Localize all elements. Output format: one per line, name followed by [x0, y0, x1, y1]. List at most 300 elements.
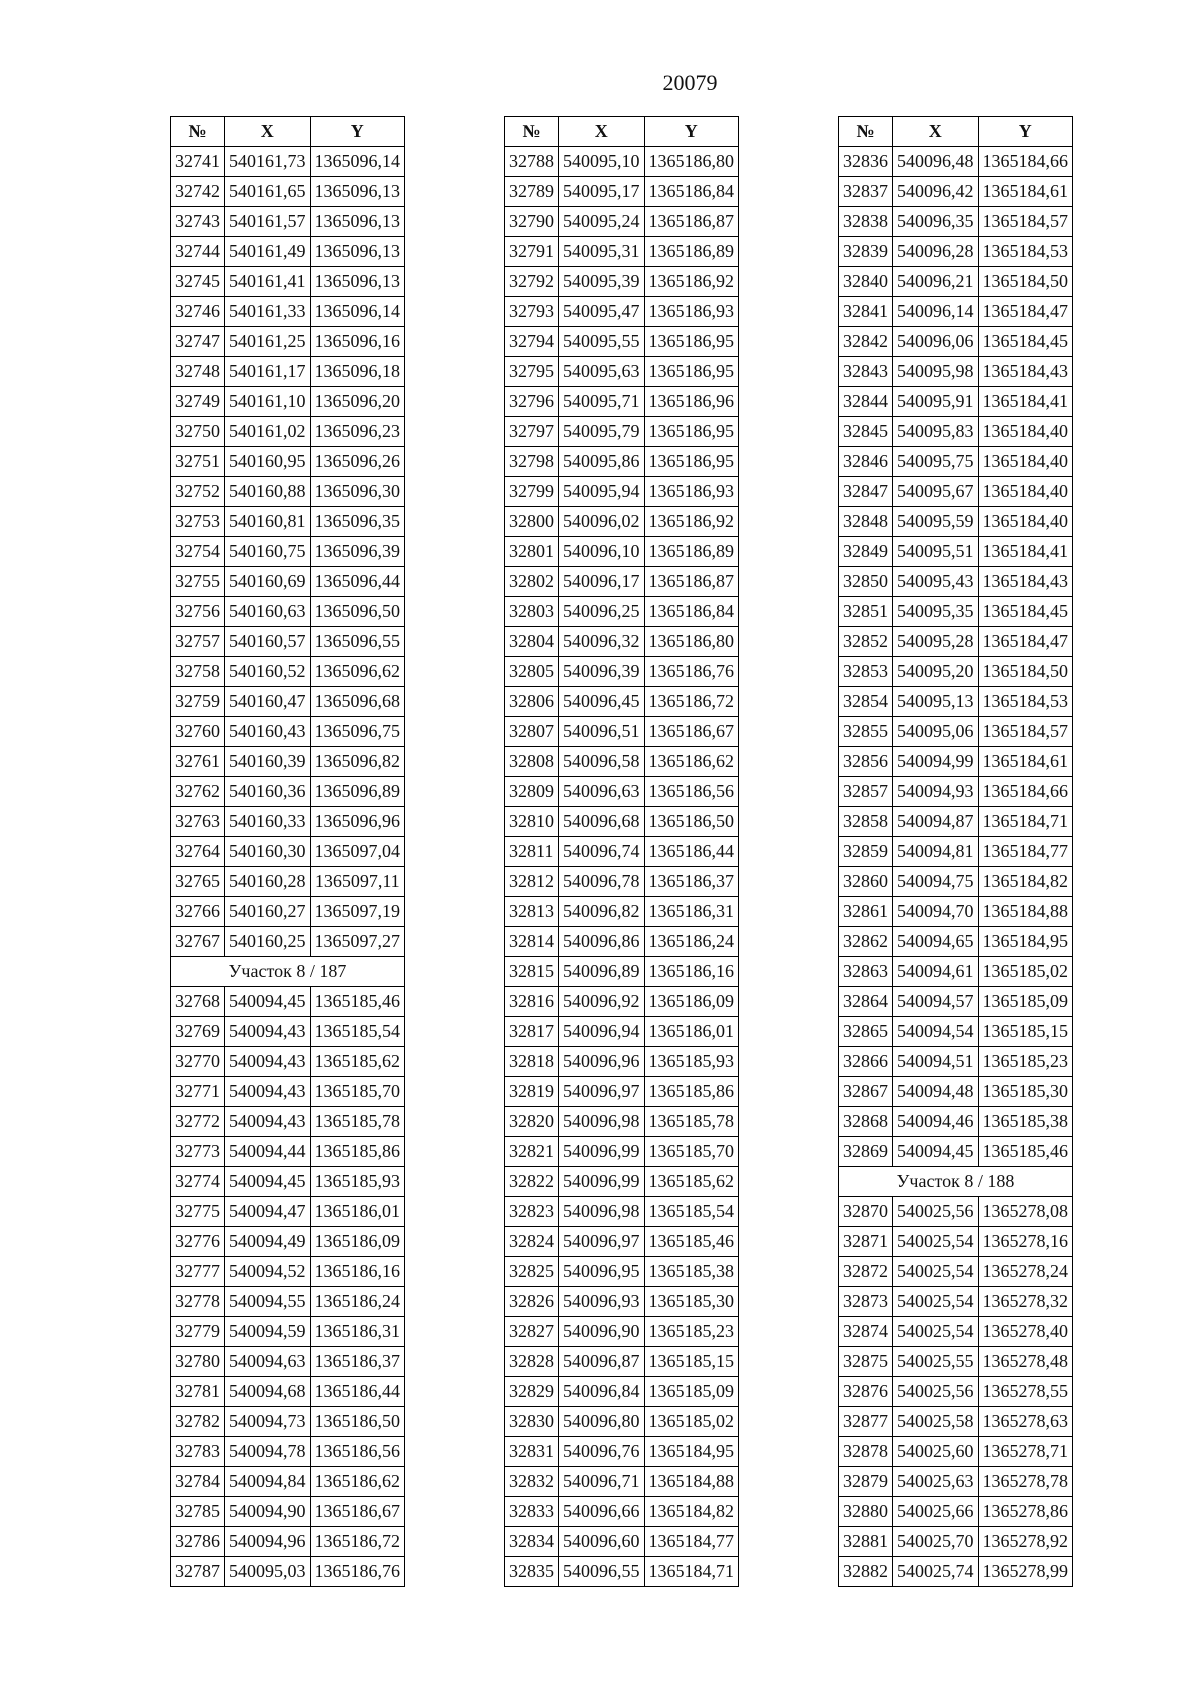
point-number-cell: 32829: [505, 1377, 559, 1407]
y-coordinate-cell: 1365097,11: [310, 867, 405, 897]
y-coordinate-cell: 1365186,09: [310, 1227, 405, 1257]
x-coordinate-cell: 540161,49: [225, 237, 311, 267]
x-coordinate-cell: 540025,58: [893, 1407, 979, 1437]
table-row: [839, 747, 1073, 777]
table-row: [505, 327, 739, 357]
table-row: [505, 537, 739, 567]
table-row: [171, 1077, 405, 1107]
x-coordinate-cell: 540095,51: [893, 537, 979, 567]
x-coordinate-cell: 540096,17: [559, 567, 645, 597]
y-coordinate-cell: 1365096,14: [310, 297, 405, 327]
point-number-cell: 32819: [505, 1077, 559, 1107]
table-row: [171, 177, 405, 207]
x-coordinate-cell: 540094,87: [893, 807, 979, 837]
table-row: [505, 747, 739, 777]
y-coordinate-cell: 1365186,67: [310, 1497, 405, 1527]
y-coordinate-cell: 1365186,56: [644, 777, 739, 807]
y-coordinate-cell: 1365186,44: [644, 837, 739, 867]
table-row: [839, 1437, 1073, 1467]
x-coordinate-cell: 540096,60: [559, 1527, 645, 1557]
x-coordinate-cell: 540025,70: [893, 1527, 979, 1557]
point-number-cell: 32825: [505, 1257, 559, 1287]
y-coordinate-cell: 1365096,82: [310, 747, 405, 777]
y-coordinate-cell: 1365096,13: [310, 267, 405, 297]
table-row: [839, 357, 1073, 387]
point-number-cell: 32788: [505, 147, 559, 177]
y-coordinate-cell: 1365096,89: [310, 777, 405, 807]
section-row: [839, 1167, 1073, 1197]
x-coordinate-cell: 540095,35: [893, 597, 979, 627]
table-row: [839, 417, 1073, 447]
point-number-cell: 32763: [171, 807, 225, 837]
table-row: [505, 1197, 739, 1227]
table-row: [839, 1197, 1073, 1227]
point-number-cell: 32853: [839, 657, 893, 687]
x-coordinate-cell: 540096,93: [559, 1287, 645, 1317]
y-coordinate-cell: 1365185,02: [978, 957, 1073, 987]
table-row: [171, 1257, 405, 1287]
y-coordinate-cell: 1365096,55: [310, 627, 405, 657]
point-number-cell: 32869: [839, 1137, 893, 1167]
point-number-cell: 32842: [839, 327, 893, 357]
point-number-cell: 32772: [171, 1107, 225, 1137]
point-number-cell: 32782: [171, 1407, 225, 1437]
x-coordinate-cell: 540160,27: [225, 897, 311, 927]
table-row: [839, 1077, 1073, 1107]
x-coordinate-cell: 540160,39: [225, 747, 311, 777]
header-number: №: [171, 117, 225, 147]
table-row: [505, 357, 739, 387]
point-number-cell: 32871: [839, 1227, 893, 1257]
y-coordinate-cell: 1365185,23: [644, 1317, 739, 1347]
table-row: [505, 657, 739, 687]
point-number-cell: 32854: [839, 687, 893, 717]
x-coordinate-cell: 540094,51: [893, 1047, 979, 1077]
y-coordinate-cell: 1365278,08: [978, 1197, 1073, 1227]
table-row: [171, 237, 405, 267]
y-coordinate-cell: 1365186,95: [644, 447, 739, 477]
table-row: [839, 1347, 1073, 1377]
table-row: [839, 477, 1073, 507]
y-coordinate-cell: 1365185,46: [978, 1137, 1073, 1167]
x-coordinate-cell: 540096,74: [559, 837, 645, 867]
table-row: [505, 237, 739, 267]
x-coordinate-cell: 540094,84: [225, 1467, 311, 1497]
x-coordinate-cell: 540160,28: [225, 867, 311, 897]
point-number-cell: 32882: [839, 1557, 893, 1587]
table-row: [171, 1497, 405, 1527]
y-coordinate-cell: 1365278,48: [978, 1347, 1073, 1377]
y-coordinate-cell: 1365096,16: [310, 327, 405, 357]
y-coordinate-cell: 1365184,66: [978, 777, 1073, 807]
point-number-cell: 32856: [839, 747, 893, 777]
table-row: [839, 687, 1073, 717]
x-coordinate-cell: 540161,41: [225, 267, 311, 297]
table-row: [171, 837, 405, 867]
point-number-cell: 32880: [839, 1497, 893, 1527]
y-coordinate-cell: 1365184,57: [978, 717, 1073, 747]
y-coordinate-cell: 1365278,86: [978, 1497, 1073, 1527]
x-coordinate-cell: 540025,55: [893, 1347, 979, 1377]
table-row: [505, 1527, 739, 1557]
table-row: [171, 1407, 405, 1437]
table-row: [839, 957, 1073, 987]
x-coordinate-cell: 540096,10: [559, 537, 645, 567]
y-coordinate-cell: 1365096,13: [310, 237, 405, 267]
y-coordinate-cell: 1365186,93: [644, 297, 739, 327]
y-coordinate-cell: 1365186,95: [644, 327, 739, 357]
point-number-cell: 32783: [171, 1437, 225, 1467]
table-row: [171, 1017, 405, 1047]
point-number-cell: 32803: [505, 597, 559, 627]
section-label: Участок 8 / 187: [171, 957, 405, 987]
y-coordinate-cell: 1365185,46: [310, 987, 405, 1017]
x-coordinate-cell: 540096,97: [559, 1077, 645, 1107]
point-number-cell: 32755: [171, 567, 225, 597]
y-coordinate-cell: 1365184,82: [644, 1497, 739, 1527]
point-number-cell: 32741: [171, 147, 225, 177]
y-coordinate-cell: 1365184,61: [978, 747, 1073, 777]
x-coordinate-cell: 540094,52: [225, 1257, 311, 1287]
y-coordinate-cell: 1365186,95: [644, 417, 739, 447]
table-row: [839, 177, 1073, 207]
table-row: [839, 1257, 1073, 1287]
x-coordinate-cell: 540094,63: [225, 1347, 311, 1377]
point-number-cell: 32789: [505, 177, 559, 207]
point-number-cell: 32760: [171, 717, 225, 747]
point-number-cell: 32816: [505, 987, 559, 1017]
y-coordinate-cell: 1365186,84: [644, 597, 739, 627]
point-number-cell: 32814: [505, 927, 559, 957]
y-coordinate-cell: 1365096,18: [310, 357, 405, 387]
x-coordinate-cell: 540094,43: [225, 1077, 311, 1107]
x-coordinate-cell: 540025,54: [893, 1227, 979, 1257]
y-coordinate-cell: 1365184,88: [644, 1467, 739, 1497]
point-number-cell: 32813: [505, 897, 559, 927]
y-coordinate-cell: 1365096,20: [310, 387, 405, 417]
x-coordinate-cell: 540160,88: [225, 477, 311, 507]
table-row: [171, 1437, 405, 1467]
table-row: [505, 567, 739, 597]
point-number-cell: 32800: [505, 507, 559, 537]
table-row: [171, 687, 405, 717]
coordinate-table-2: [504, 116, 739, 1587]
header-number: №: [505, 117, 559, 147]
point-number-cell: 32784: [171, 1467, 225, 1497]
x-coordinate-cell: 540094,47: [225, 1197, 311, 1227]
point-number-cell: 32805: [505, 657, 559, 687]
y-coordinate-cell: 1365186,80: [644, 627, 739, 657]
table-row: [505, 1287, 739, 1317]
table-row: [171, 537, 405, 567]
y-coordinate-cell: 1365186,87: [644, 567, 739, 597]
point-number-cell: 32827: [505, 1317, 559, 1347]
point-number-cell: 32742: [171, 177, 225, 207]
table-row: [171, 417, 405, 447]
point-number-cell: 32864: [839, 987, 893, 1017]
table-row: [505, 1107, 739, 1137]
x-coordinate-cell: 540096,90: [559, 1317, 645, 1347]
y-coordinate-cell: 1365186,95: [644, 357, 739, 387]
x-coordinate-cell: 540025,54: [893, 1257, 979, 1287]
x-coordinate-cell: 540096,96: [559, 1047, 645, 1077]
table-row: [171, 447, 405, 477]
table-row: [505, 1407, 739, 1437]
point-number-cell: 32865: [839, 1017, 893, 1047]
y-coordinate-cell: 1365096,50: [310, 597, 405, 627]
x-coordinate-cell: 540096,98: [559, 1107, 645, 1137]
point-number-cell: 32761: [171, 747, 225, 777]
y-coordinate-cell: 1365186,92: [644, 267, 739, 297]
coordinate-table-1: [170, 116, 405, 1587]
x-coordinate-cell: 540160,33: [225, 807, 311, 837]
x-coordinate-cell: 540094,48: [893, 1077, 979, 1107]
table-row: [839, 927, 1073, 957]
point-number-cell: 32849: [839, 537, 893, 567]
table-row: [839, 1497, 1073, 1527]
table-row: [171, 1107, 405, 1137]
table-row: [171, 597, 405, 627]
x-coordinate-cell: 540095,83: [893, 417, 979, 447]
table-row: [171, 567, 405, 597]
point-number-cell: 32831: [505, 1437, 559, 1467]
table-row: [839, 567, 1073, 597]
point-number-cell: 32792: [505, 267, 559, 297]
table-header-row: [839, 117, 1073, 147]
table-row: [171, 357, 405, 387]
x-coordinate-cell: 540095,31: [559, 237, 645, 267]
table-row: [505, 777, 739, 807]
y-coordinate-cell: 1365186,96: [644, 387, 739, 417]
x-coordinate-cell: 540096,42: [893, 177, 979, 207]
x-coordinate-cell: 540096,71: [559, 1467, 645, 1497]
y-coordinate-cell: 1365278,55: [978, 1377, 1073, 1407]
point-number-cell: 32807: [505, 717, 559, 747]
point-number-cell: 32796: [505, 387, 559, 417]
x-coordinate-cell: 540096,86: [559, 927, 645, 957]
table-row: [171, 507, 405, 537]
table-row: [171, 927, 405, 957]
table-row: [171, 1467, 405, 1497]
y-coordinate-cell: 1365186,31: [310, 1317, 405, 1347]
header-x: X: [225, 117, 311, 147]
x-coordinate-cell: 540096,45: [559, 687, 645, 717]
table-row: [505, 387, 739, 417]
table-row: [171, 1317, 405, 1347]
table-row: [171, 1047, 405, 1077]
point-number-cell: 32775: [171, 1197, 225, 1227]
point-number-cell: 32794: [505, 327, 559, 357]
x-coordinate-cell: 540095,55: [559, 327, 645, 357]
table-row: [505, 597, 739, 627]
table-row: [505, 957, 739, 987]
x-coordinate-cell: 540096,63: [559, 777, 645, 807]
x-coordinate-cell: 540025,54: [893, 1317, 979, 1347]
x-coordinate-cell: 540095,75: [893, 447, 979, 477]
x-coordinate-cell: 540096,06: [893, 327, 979, 357]
table-header-row: [505, 117, 739, 147]
y-coordinate-cell: 1365186,16: [644, 957, 739, 987]
point-number-cell: 32787: [171, 1557, 225, 1587]
point-number-cell: 32821: [505, 1137, 559, 1167]
table-row: [839, 447, 1073, 477]
x-coordinate-cell: 540096,97: [559, 1227, 645, 1257]
point-number-cell: 32837: [839, 177, 893, 207]
y-coordinate-cell: 1365184,40: [978, 447, 1073, 477]
table-row: [171, 897, 405, 927]
x-coordinate-cell: 540096,92: [559, 987, 645, 1017]
point-number-cell: 32752: [171, 477, 225, 507]
x-coordinate-cell: 540094,93: [893, 777, 979, 807]
x-coordinate-cell: 540161,65: [225, 177, 311, 207]
y-coordinate-cell: 1365278,24: [978, 1257, 1073, 1287]
point-number-cell: 32744: [171, 237, 225, 267]
y-coordinate-cell: 1365184,40: [978, 417, 1073, 447]
table-row: [171, 477, 405, 507]
table-row: [505, 1347, 739, 1377]
point-number-cell: 32830: [505, 1407, 559, 1437]
point-number-cell: 32748: [171, 357, 225, 387]
y-coordinate-cell: 1365096,35: [310, 507, 405, 537]
point-number-cell: 32778: [171, 1287, 225, 1317]
x-coordinate-cell: 540160,81: [225, 507, 311, 537]
x-coordinate-cell: 540160,52: [225, 657, 311, 687]
point-number-cell: 32878: [839, 1437, 893, 1467]
y-coordinate-cell: 1365186,62: [310, 1467, 405, 1497]
section-label: Участок 8 / 188: [839, 1167, 1073, 1197]
point-number-cell: 32809: [505, 777, 559, 807]
y-coordinate-cell: 1365186,24: [644, 927, 739, 957]
x-coordinate-cell: 540025,56: [893, 1377, 979, 1407]
table-row: [505, 837, 739, 867]
x-coordinate-cell: 540160,47: [225, 687, 311, 717]
table-row: [505, 687, 739, 717]
x-coordinate-cell: 540095,67: [893, 477, 979, 507]
x-coordinate-cell: 540096,98: [559, 1197, 645, 1227]
point-number-cell: 32762: [171, 777, 225, 807]
y-coordinate-cell: 1365096,96: [310, 807, 405, 837]
y-coordinate-cell: 1365184,82: [978, 867, 1073, 897]
table-row: [171, 717, 405, 747]
y-coordinate-cell: 1365186,37: [644, 867, 739, 897]
table-row: [171, 1527, 405, 1557]
x-coordinate-cell: 540096,14: [893, 297, 979, 327]
table-row: [839, 1467, 1073, 1497]
x-coordinate-cell: 540095,03: [225, 1557, 311, 1587]
y-coordinate-cell: 1365186,01: [644, 1017, 739, 1047]
x-coordinate-cell: 540095,98: [893, 357, 979, 387]
table-row: [839, 297, 1073, 327]
point-number-cell: 32779: [171, 1317, 225, 1347]
point-number-cell: 32759: [171, 687, 225, 717]
x-coordinate-cell: 540095,13: [893, 687, 979, 717]
point-number-cell: 32743: [171, 207, 225, 237]
y-coordinate-cell: 1365184,50: [978, 657, 1073, 687]
x-coordinate-cell: 540025,66: [893, 1497, 979, 1527]
x-coordinate-cell: 540096,66: [559, 1497, 645, 1527]
x-coordinate-cell: 540096,35: [893, 207, 979, 237]
table-row: [171, 387, 405, 417]
point-number-cell: 32851: [839, 597, 893, 627]
x-coordinate-cell: 540160,57: [225, 627, 311, 657]
x-coordinate-cell: 540096,39: [559, 657, 645, 687]
table-row: [171, 1287, 405, 1317]
x-coordinate-cell: 540096,94: [559, 1017, 645, 1047]
point-number-cell: 32786: [171, 1527, 225, 1557]
y-coordinate-cell: 1365278,92: [978, 1527, 1073, 1557]
table-row: [505, 507, 739, 537]
table-row: [505, 447, 739, 477]
point-number-cell: 32766: [171, 897, 225, 927]
y-coordinate-cell: 1365186,84: [644, 177, 739, 207]
y-coordinate-cell: 1365186,50: [310, 1407, 405, 1437]
point-number-cell: 32873: [839, 1287, 893, 1317]
table-row: [505, 267, 739, 297]
point-number-cell: 32820: [505, 1107, 559, 1137]
x-coordinate-cell: 540161,57: [225, 207, 311, 237]
point-number-cell: 32801: [505, 537, 559, 567]
table-row: [505, 417, 739, 447]
x-coordinate-cell: 540094,61: [893, 957, 979, 987]
table-row: [505, 1257, 739, 1287]
table-row: [505, 177, 739, 207]
y-coordinate-cell: 1365186,93: [644, 477, 739, 507]
y-coordinate-cell: 1365184,45: [978, 597, 1073, 627]
point-number-cell: 32860: [839, 867, 893, 897]
table-row: [839, 327, 1073, 357]
y-coordinate-cell: 1365186,92: [644, 507, 739, 537]
y-coordinate-cell: 1365184,47: [978, 627, 1073, 657]
x-coordinate-cell: 540096,48: [893, 147, 979, 177]
point-number-cell: 32832: [505, 1467, 559, 1497]
table-row: [171, 327, 405, 357]
x-coordinate-cell: 540094,46: [893, 1107, 979, 1137]
point-number-cell: 32793: [505, 297, 559, 327]
table-row: [171, 807, 405, 837]
x-coordinate-cell: 540094,99: [893, 747, 979, 777]
point-number-cell: 32835: [505, 1557, 559, 1587]
point-number-cell: 32843: [839, 357, 893, 387]
table-row: [171, 297, 405, 327]
point-number-cell: 32844: [839, 387, 893, 417]
table-row: [839, 1017, 1073, 1047]
point-number-cell: 32872: [839, 1257, 893, 1287]
point-number-cell: 32795: [505, 357, 559, 387]
table-row: [505, 207, 739, 237]
table-row: [505, 1047, 739, 1077]
point-number-cell: 32836: [839, 147, 893, 177]
x-coordinate-cell: 540095,06: [893, 717, 979, 747]
point-number-cell: 32776: [171, 1227, 225, 1257]
x-coordinate-cell: 540095,43: [893, 567, 979, 597]
y-coordinate-cell: 1365097,19: [310, 897, 405, 927]
y-coordinate-cell: 1365096,44: [310, 567, 405, 597]
point-number-cell: 32866: [839, 1047, 893, 1077]
x-coordinate-cell: 540095,28: [893, 627, 979, 657]
point-number-cell: 32867: [839, 1077, 893, 1107]
point-number-cell: 32767: [171, 927, 225, 957]
y-coordinate-cell: 1365185,78: [644, 1107, 739, 1137]
point-number-cell: 32840: [839, 267, 893, 297]
point-number-cell: 32868: [839, 1107, 893, 1137]
x-coordinate-cell: 540095,10: [559, 147, 645, 177]
y-coordinate-cell: 1365186,72: [644, 687, 739, 717]
table-row: [839, 1047, 1073, 1077]
x-coordinate-cell: 540094,68: [225, 1377, 311, 1407]
y-coordinate-cell: 1365186,16: [310, 1257, 405, 1287]
section-row: [171, 957, 405, 987]
x-coordinate-cell: 540161,25: [225, 327, 311, 357]
